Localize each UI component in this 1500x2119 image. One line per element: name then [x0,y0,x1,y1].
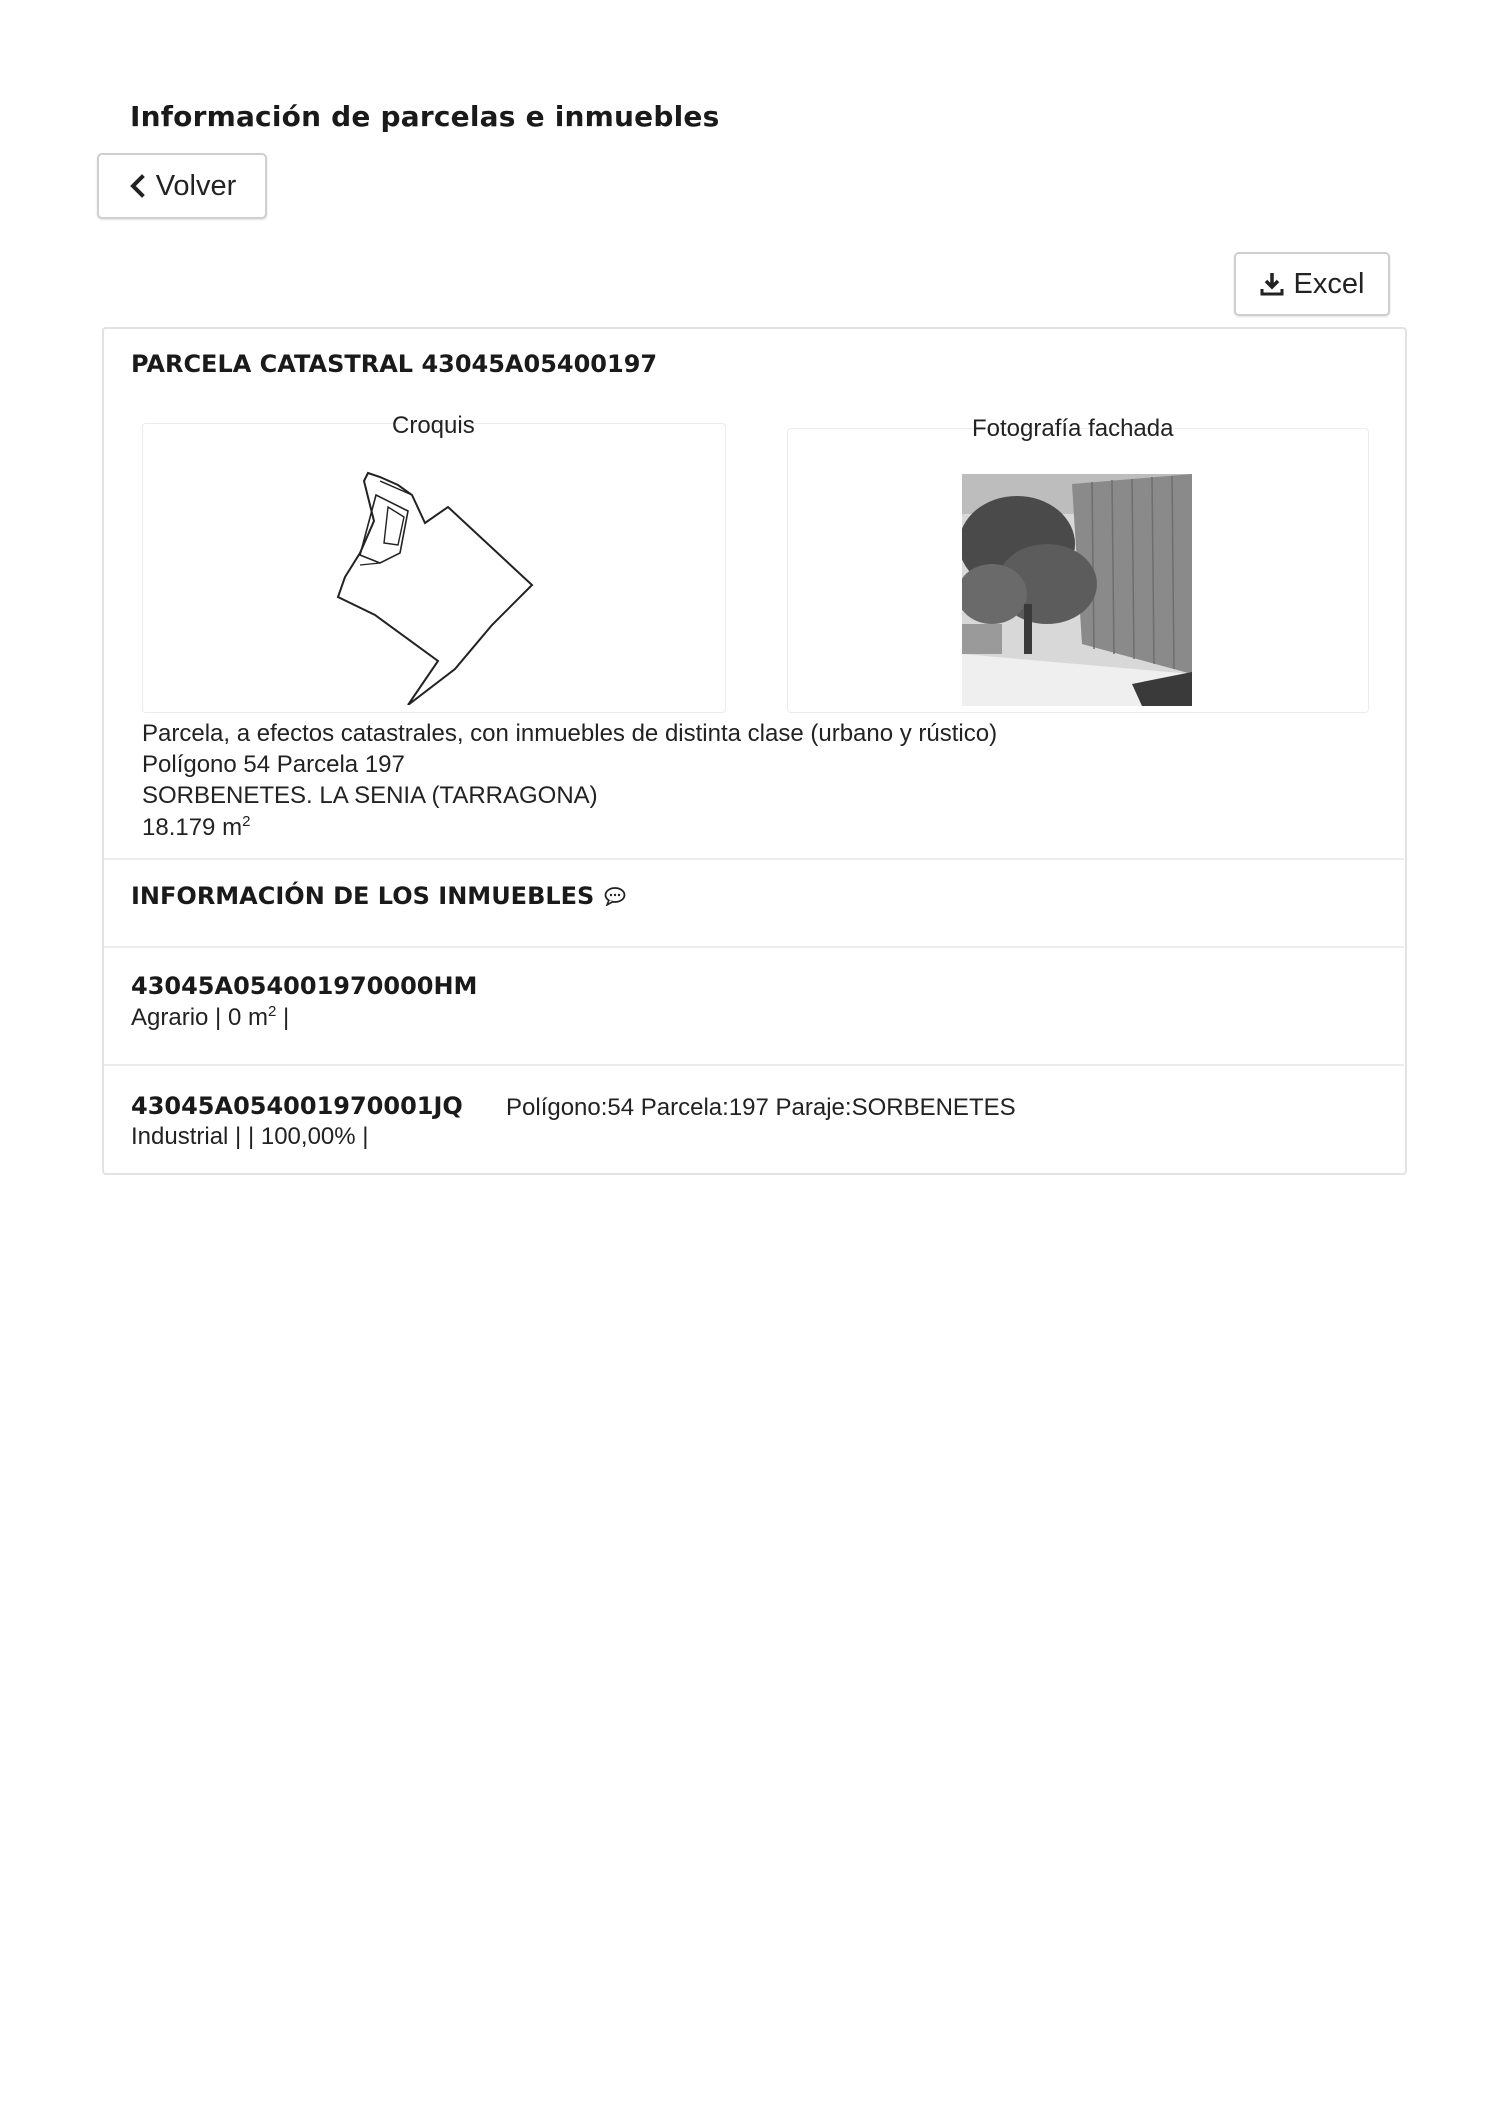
excel-button-label: Excel [1293,267,1365,300]
facade-photo [962,474,1192,706]
comment-icon[interactable] [604,886,626,906]
back-button[interactable] [97,153,267,219]
croquis-label: Croquis [392,412,475,439]
facade-photo-label: Fotografía fachada [972,415,1174,442]
chevron-left-icon [128,174,146,198]
parcel-municipality: SORBENETES. LA SENIA (TARRAGONA) [142,782,598,809]
property-ref[interactable]: 43045A054001970001JQ [131,1092,463,1120]
back-button-label: Volver [155,169,237,202]
property-ref[interactable]: 43045A054001970000HM [131,972,478,1000]
parcel-title: PARCELA CATASTRAL 43045A05400197 [131,350,658,378]
page-title: Información de parcelas e inmuebles [130,100,720,133]
parcel-sketch [320,465,550,705]
parcel-description: Parcela, a efectos catastrales, con inmuebles de distinta clase (urbano y rústico) [142,720,998,747]
parcel-location: Polígono 54 Parcela 197 [142,751,405,778]
divider [104,1064,1404,1066]
parcel-area: 18.179 $m^2$ [142,813,251,841]
excel-button[interactable] [1234,252,1390,316]
property-details: Agrario | 0 $m^2$ | [131,1003,290,1031]
properties-section-title: INFORMACIÓN DE LOS INMUEBLES [131,882,626,910]
property-location: Polígono:54 Parcela:197 Paraje:SORBENETES [506,1094,1016,1121]
divider [104,946,1404,948]
property-details: Industrial | | 100,00% | [131,1123,369,1150]
divider [104,858,1404,860]
download-icon [1260,271,1284,297]
